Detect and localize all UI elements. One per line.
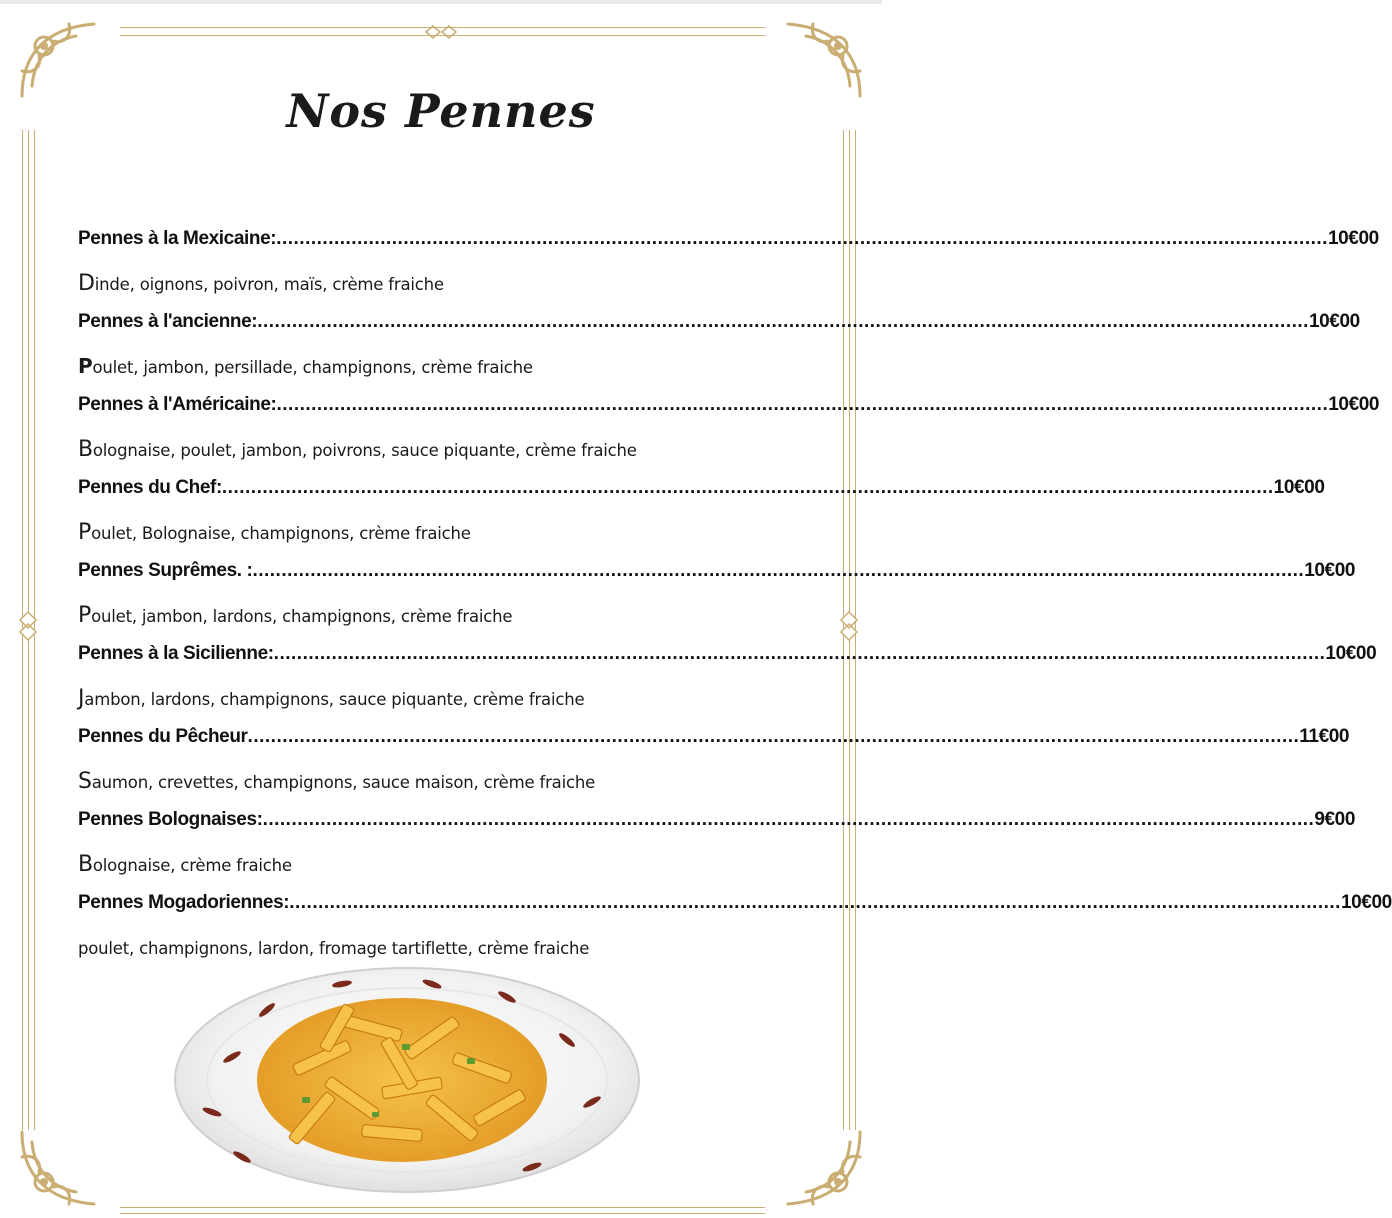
menu-item-header	[78, 228, 1379, 260]
menu-item-header	[78, 726, 1350, 758]
item-description	[78, 852, 803, 877]
dot-leader: ......................................................................................................................................................................................	[289, 892, 1341, 913]
menu-item-header	[78, 477, 1325, 509]
bottom-border-line	[120, 1213, 765, 1214]
item-price: 11€00	[1299, 726, 1350, 747]
item-description	[78, 437, 803, 462]
item-name: Pennes à la Mexicaine:	[78, 228, 277, 249]
desc-text: olognaise, crème fraiche	[92, 856, 292, 875]
item-name: Pennes Mogadoriennes:	[78, 892, 290, 913]
item-name: Pennes du Chef:	[78, 477, 222, 498]
item-name: Pennes Bolognaises:	[78, 809, 263, 830]
item-name: Pennes du Pêcheur	[78, 726, 248, 747]
dot-leader: ......................................................................................................................................................................................	[247, 726, 1300, 747]
top-edge	[0, 0, 882, 4]
corner-ornament-bottom-left	[14, 1122, 104, 1212]
item-description	[78, 271, 803, 296]
item-name: Pennes Suprêmes. :	[78, 560, 253, 581]
item-description	[78, 935, 803, 960]
item-name: Pennes à la Sicilienne:	[78, 643, 274, 664]
desc-text: oulet, Bolognaise, champignons, crème fraiche	[91, 524, 471, 543]
menu-item-header	[78, 394, 1380, 426]
desc-text: oulet, jambon, lardons, champignons, crème fraiche	[91, 607, 513, 626]
desc-text: aumon, crevettes, champignons, sauce maison, crème fraiche	[91, 773, 596, 792]
dot-leader: ......................................................................................................................................................................................	[276, 394, 1329, 415]
item-price: 10€00	[1304, 560, 1356, 581]
item-price: 10€00	[1308, 311, 1360, 332]
dot-leader: ......................................................................................................................................................................................	[273, 643, 1326, 664]
corner-ornament-bottom-right	[778, 1122, 868, 1212]
desc-initial: S	[78, 769, 92, 794]
menu-item	[78, 643, 1377, 726]
menu-item-header	[78, 560, 1356, 592]
desc-initial: B	[78, 437, 93, 462]
item-description	[78, 686, 803, 711]
menu-item	[78, 311, 1360, 394]
desc-initial: B	[78, 852, 93, 877]
menu-item-header	[78, 892, 1392, 924]
item-price: 10€00	[1273, 477, 1325, 498]
item-description	[78, 769, 803, 794]
dot-leader: ......................................................................................................................................................................................	[257, 311, 1309, 332]
menu-item-header	[78, 809, 1355, 841]
item-price: 10€00	[1328, 394, 1380, 415]
item-description	[78, 603, 803, 628]
item-name: Pennes à l'Américaine:	[78, 394, 277, 415]
desc-text: poulet, champignons, lardon, fromage tartiflette, crème fraiche	[78, 939, 590, 958]
desc-initial: P	[78, 520, 92, 545]
menu-item	[78, 394, 1380, 477]
menu-item-header	[78, 311, 1360, 343]
right-diamond-ornament	[837, 608, 861, 644]
left-diamond-ornament	[16, 608, 40, 644]
desc-text: oulet, jambon, persillade, champignons, crème fraiche	[92, 358, 533, 377]
top-diamond-ornament	[422, 22, 460, 42]
item-price: 9€00	[1314, 809, 1355, 830]
menu-item	[78, 560, 1356, 643]
bottom-border-line	[120, 1207, 765, 1208]
dot-leader: ......................................................................................................................................................................................	[262, 809, 1315, 830]
desc-text: inde, oignons, poivron, maïs, crème fraiche	[94, 275, 444, 294]
desc-initial: P	[78, 354, 93, 378]
dot-leader: ......................................................................................................................................................................................	[252, 560, 1305, 581]
item-description	[78, 520, 803, 545]
penne-dish-image	[172, 962, 642, 1194]
item-price: 10€00	[1327, 228, 1379, 249]
item-price: 10€00	[1325, 643, 1377, 664]
dot-leader: ......................................................................................................................................................................................	[221, 477, 1274, 498]
desc-initial: D	[78, 271, 95, 296]
desc-initial: J	[78, 686, 85, 711]
desc-initial: P	[78, 603, 92, 628]
menu-item	[78, 228, 1379, 311]
item-price: 10€00	[1340, 892, 1392, 913]
item-description	[78, 354, 803, 378]
item-name: Pennes à l'ancienne:	[78, 311, 258, 332]
page-title: Nos Pennes	[286, 84, 596, 138]
menu-item	[78, 809, 1355, 892]
desc-text: olognaise, poulet, jambon, poivrons, sauce piquante, crème fraiche	[92, 441, 637, 460]
dot-leader: ......................................................................................................................................................................................	[276, 228, 1328, 249]
menu-list	[78, 228, 1392, 975]
menu-item-header	[78, 643, 1377, 675]
desc-text: ambon, lardons, champignons, sauce piquante, crème fraiche	[84, 690, 585, 709]
menu-item	[78, 477, 1325, 560]
menu-item	[78, 726, 1350, 809]
